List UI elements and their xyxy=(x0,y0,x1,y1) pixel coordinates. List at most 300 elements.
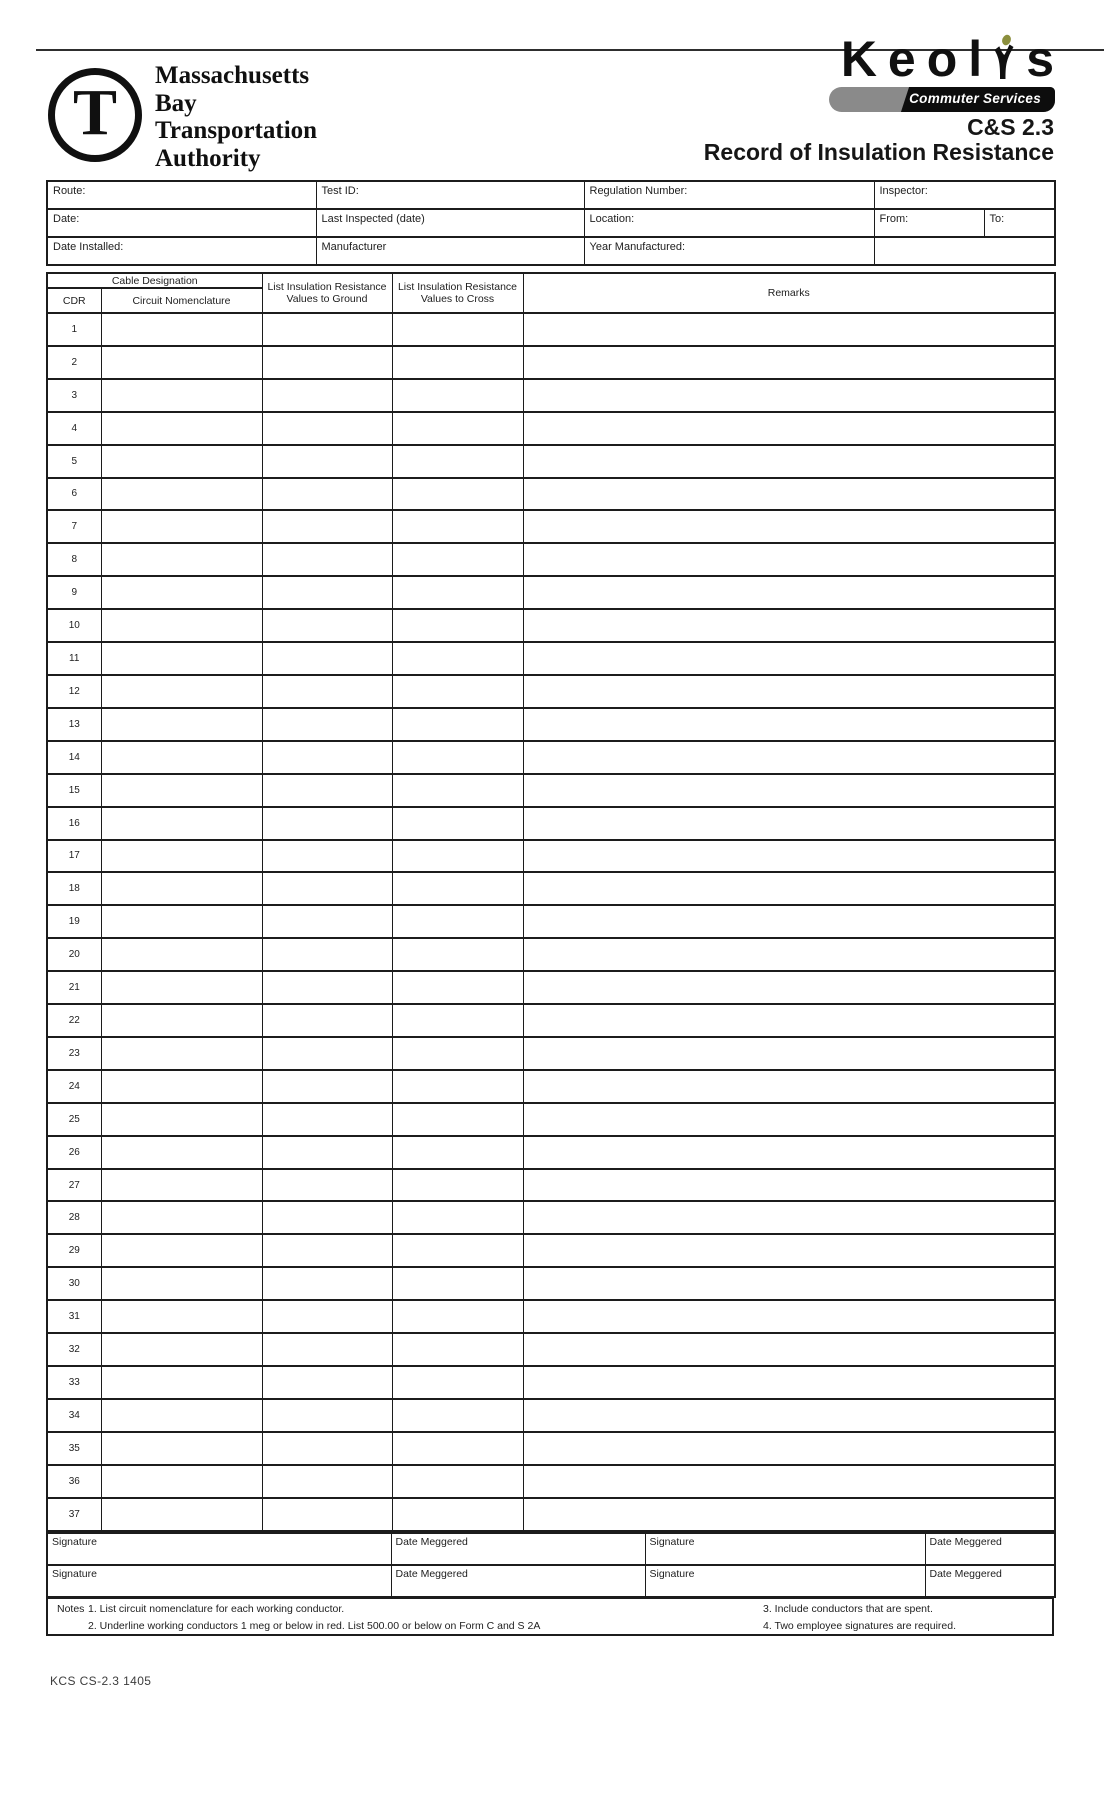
values-to-ground-cell xyxy=(262,609,392,642)
cdr-row-number: 2 xyxy=(47,346,101,379)
values-to-ground-cell xyxy=(262,313,392,346)
cdr-row-number: 7 xyxy=(47,510,101,543)
values-to-ground-cell xyxy=(262,1432,392,1465)
circuit-nomenclature-cell xyxy=(101,774,262,807)
cdr-row-number: 16 xyxy=(47,807,101,840)
values-to-cross-line2: Values to Cross xyxy=(420,293,495,305)
remarks-cell xyxy=(523,576,1055,609)
values-to-cross-cell xyxy=(392,1103,523,1136)
values-to-cross-line1: List Insulation Resistance xyxy=(397,281,518,293)
header-row-2 xyxy=(47,209,1055,237)
remarks-cell xyxy=(523,708,1055,741)
circuit-nomenclature-cell xyxy=(101,576,262,609)
values-to-cross-cell xyxy=(392,576,523,609)
remarks-cell xyxy=(523,1004,1055,1037)
values-to-ground-cell xyxy=(262,510,392,543)
signature-field xyxy=(645,1533,925,1565)
circuit-nomenclature-cell xyxy=(101,1037,262,1070)
remarks-cell xyxy=(523,1333,1055,1366)
table-row xyxy=(47,510,1055,543)
cdr-row-number: 29 xyxy=(47,1234,101,1267)
location-field xyxy=(584,209,874,237)
inspector-label: Inspector: xyxy=(879,185,928,197)
table-row xyxy=(47,1070,1055,1103)
remarks-cell xyxy=(523,872,1055,905)
mbta-name-line: Authority xyxy=(155,144,261,172)
values-to-cross-cell xyxy=(392,445,523,478)
table-row xyxy=(47,872,1055,905)
date-meggered-label: Date Meggered xyxy=(395,1536,468,1548)
signature-table xyxy=(46,1532,1056,1598)
values-to-cross-cell xyxy=(392,1498,523,1531)
values-to-ground-cell xyxy=(262,1004,392,1037)
circuit-nomenclature-cell xyxy=(101,1267,262,1300)
from-label: From: xyxy=(879,213,909,225)
table-row xyxy=(47,1234,1055,1267)
test-id-field xyxy=(316,181,584,209)
circuit-nomenclature-cell xyxy=(101,971,262,1004)
date-installed-field xyxy=(47,237,316,265)
remarks-cell xyxy=(523,543,1055,576)
values-to-ground-cell xyxy=(262,1201,392,1234)
values-to-cross-cell xyxy=(392,609,523,642)
remarks-cell xyxy=(523,1169,1055,1202)
values-to-cross-cell xyxy=(392,1267,523,1300)
cdr-header: CDR xyxy=(47,288,101,313)
table-row xyxy=(47,741,1055,774)
regulation-number-field xyxy=(584,181,874,209)
circuit-nomenclature-cell xyxy=(101,807,262,840)
cdr-row-number: 26 xyxy=(47,1136,101,1169)
values-to-ground-cell xyxy=(262,1366,392,1399)
circuit-nomenclature-cell xyxy=(101,642,262,675)
remarks-cell xyxy=(523,1465,1055,1498)
values-to-ground-cell xyxy=(262,872,392,905)
circuit-nomenclature-cell xyxy=(101,510,262,543)
year-manufactured-field xyxy=(584,237,874,265)
remarks-cell xyxy=(523,1432,1055,1465)
signature-row xyxy=(47,1533,1055,1565)
date-meggered-field xyxy=(925,1533,1055,1565)
circuit-nomenclature-cell xyxy=(101,1169,262,1202)
remarks-cell xyxy=(523,609,1055,642)
values-to-cross-cell xyxy=(392,1169,523,1202)
date-installed-label: Date Installed: xyxy=(53,241,124,253)
values-to-cross-cell xyxy=(392,905,523,938)
values-to-cross-cell xyxy=(392,971,523,1004)
circuit-nomenclature-cell xyxy=(101,478,262,511)
values-to-cross-cell xyxy=(392,741,523,774)
table-row xyxy=(47,708,1055,741)
table-row xyxy=(47,1201,1055,1234)
date-meggered-field xyxy=(391,1565,645,1597)
table-row xyxy=(47,1498,1055,1531)
remarks-cell xyxy=(523,445,1055,478)
cdr-row-number: 23 xyxy=(47,1037,101,1070)
remarks-cell xyxy=(523,840,1055,873)
remarks-cell xyxy=(523,478,1055,511)
values-to-ground-cell xyxy=(262,938,392,971)
remarks-header: Remarks xyxy=(523,273,1055,313)
cdr-row-number: 11 xyxy=(47,642,101,675)
remarks-cell xyxy=(523,971,1055,1004)
cdr-row-number: 24 xyxy=(47,1070,101,1103)
circuit-nomenclature-cell xyxy=(101,1103,262,1136)
circuit-nomenclature-cell xyxy=(101,938,262,971)
circuit-nomenclature-cell xyxy=(101,313,262,346)
remarks-cell xyxy=(523,1136,1055,1169)
values-to-ground-cell xyxy=(262,774,392,807)
mbta-authority-name xyxy=(155,62,317,172)
table-row xyxy=(47,1300,1055,1333)
values-to-cross-header xyxy=(392,273,523,313)
values-to-ground-cell xyxy=(262,675,392,708)
table-row xyxy=(47,774,1055,807)
cdr-row-number: 28 xyxy=(47,1201,101,1234)
values-to-cross-cell xyxy=(392,1432,523,1465)
values-to-cross-cell xyxy=(392,1366,523,1399)
to-field xyxy=(984,209,1055,237)
values-to-ground-cell xyxy=(262,1465,392,1498)
cdr-row-number: 33 xyxy=(47,1366,101,1399)
remarks-cell xyxy=(523,1300,1055,1333)
date-meggered-field xyxy=(391,1533,645,1565)
inspector-field xyxy=(874,181,1055,209)
cdr-row-number: 19 xyxy=(47,905,101,938)
table-row xyxy=(47,905,1055,938)
circuit-nomenclature-cell xyxy=(101,905,262,938)
table-row xyxy=(47,478,1055,511)
circuit-nomenclature-cell xyxy=(101,379,262,412)
values-to-cross-cell xyxy=(392,313,523,346)
date-meggered-label: Date Meggered xyxy=(395,1568,468,1580)
values-to-cross-cell xyxy=(392,938,523,971)
remarks-cell xyxy=(523,313,1055,346)
values-to-ground-cell xyxy=(262,807,392,840)
table-row xyxy=(47,1136,1055,1169)
remarks-cell xyxy=(523,741,1055,774)
values-to-ground-cell xyxy=(262,543,392,576)
values-to-cross-cell xyxy=(392,379,523,412)
note-item-4: 4. Two employee signatures are required. xyxy=(763,1620,956,1632)
circuit-nomenclature-cell xyxy=(101,1201,262,1234)
circuit-nomenclature-cell xyxy=(101,609,262,642)
table-row xyxy=(47,1399,1055,1432)
values-to-ground-cell xyxy=(262,1234,392,1267)
values-to-cross-cell xyxy=(392,543,523,576)
cdr-row-number: 35 xyxy=(47,1432,101,1465)
cdr-row-number: 25 xyxy=(47,1103,101,1136)
values-to-ground-cell xyxy=(262,1300,392,1333)
mbta-name-line: Transportation xyxy=(155,117,318,144)
signature-label: Signature xyxy=(52,1536,97,1548)
remarks-cell xyxy=(523,1234,1055,1267)
circuit-nomenclature-cell xyxy=(101,1333,262,1366)
circuit-nomenclature-cell xyxy=(101,1070,262,1103)
values-to-ground-cell xyxy=(262,346,392,379)
to-label: To: xyxy=(989,213,1005,225)
table-row xyxy=(47,675,1055,708)
values-to-ground-cell xyxy=(262,971,392,1004)
remarks-cell xyxy=(523,642,1055,675)
circuit-nomenclature-cell xyxy=(101,708,262,741)
values-to-ground-cell xyxy=(262,1136,392,1169)
cdr-row-number: 1 xyxy=(47,313,101,346)
values-to-cross-cell xyxy=(392,1070,523,1103)
signature-label: Signature xyxy=(52,1568,97,1580)
remarks-cell xyxy=(523,1399,1055,1432)
values-to-ground-cell xyxy=(262,576,392,609)
signature-label: Signature xyxy=(649,1536,695,1548)
values-to-cross-cell xyxy=(392,1004,523,1037)
values-to-ground-cell xyxy=(262,1498,392,1531)
circuit-nomenclature-cell xyxy=(101,1136,262,1169)
note-item-2: 2. Underline working conductors 1 meg or below in red. List 500.00 or below on Form C and S 2A xyxy=(88,1620,541,1632)
test-id-label: Test ID: xyxy=(321,185,359,197)
values-to-cross-cell xyxy=(392,1465,523,1498)
circuit-nomenclature-cell xyxy=(101,741,262,774)
remarks-cell xyxy=(523,938,1055,971)
table-row xyxy=(47,1103,1055,1136)
cdr-row-number: 3 xyxy=(47,379,101,412)
date-field xyxy=(47,209,316,237)
circuit-nomenclature-header: Circuit Nomenclature xyxy=(101,288,262,313)
values-to-cross-cell xyxy=(392,412,523,445)
table-row xyxy=(47,1333,1055,1366)
circuit-nomenclature-cell xyxy=(101,675,262,708)
insulation-table-head xyxy=(47,273,1055,313)
cdr-row-number: 17 xyxy=(47,840,101,873)
note-item-3: 3. Include conductors that are spent. xyxy=(763,1603,933,1615)
remarks-cell xyxy=(523,379,1055,412)
circuit-nomenclature-cell xyxy=(101,412,262,445)
route-label: Route: xyxy=(53,185,86,197)
signature-field xyxy=(645,1565,925,1597)
values-to-ground-cell xyxy=(262,478,392,511)
table-row xyxy=(47,1267,1055,1300)
note-item-1: 1. List circuit nomenclature for each working conductor. xyxy=(88,1603,345,1615)
form-code: KCS CS-2.3 1405 xyxy=(50,1674,152,1688)
remarks-cell xyxy=(523,412,1055,445)
keolis-wordmark-right: s xyxy=(1026,31,1065,87)
table-row xyxy=(47,543,1055,576)
date-meggered-label: Date Meggered xyxy=(929,1568,1002,1580)
cdr-row-number: 32 xyxy=(47,1333,101,1366)
values-to-ground-cell xyxy=(262,905,392,938)
circuit-nomenclature-cell xyxy=(101,1498,262,1531)
circuit-nomenclature-cell xyxy=(101,840,262,873)
date-meggered-label: Date Meggered xyxy=(929,1536,1002,1548)
main-table-body xyxy=(47,313,1055,1531)
remarks-cell xyxy=(523,1267,1055,1300)
cdr-row-number: 14 xyxy=(47,741,101,774)
remarks-cell xyxy=(523,905,1055,938)
values-to-ground-cell xyxy=(262,642,392,675)
values-to-ground-header xyxy=(262,273,392,313)
year-manufactured-spacer-cell xyxy=(874,237,1055,265)
values-to-ground-line2: Values to Ground xyxy=(286,293,368,305)
mbta-logo-letter: T xyxy=(72,76,118,149)
mbta-name-line: Bay xyxy=(155,89,197,117)
last-inspected-field xyxy=(316,209,584,237)
values-to-ground-cell xyxy=(262,1103,392,1136)
circuit-nomenclature-cell xyxy=(101,872,262,905)
remarks-cell xyxy=(523,807,1055,840)
table-row xyxy=(47,1169,1055,1202)
values-to-cross-cell xyxy=(392,346,523,379)
values-to-ground-cell xyxy=(262,1169,392,1202)
signature-field xyxy=(47,1533,391,1565)
table-row xyxy=(47,1432,1055,1465)
header-row-1 xyxy=(47,181,1055,209)
remarks-cell xyxy=(523,1201,1055,1234)
values-to-ground-cell xyxy=(262,840,392,873)
values-to-ground-line1: List Insulation Resistance xyxy=(267,281,387,293)
cdr-row-number: 12 xyxy=(47,675,101,708)
cdr-row-number: 8 xyxy=(47,543,101,576)
table-row xyxy=(47,609,1055,642)
circuit-nomenclature-cell xyxy=(101,1432,262,1465)
values-to-cross-cell xyxy=(392,510,523,543)
values-to-cross-cell xyxy=(392,675,523,708)
table-row xyxy=(47,971,1055,1004)
cdr-row-number: 15 xyxy=(47,774,101,807)
values-to-ground-cell xyxy=(262,1333,392,1366)
circuit-nomenclature-cell xyxy=(101,1399,262,1432)
circuit-nomenclature-cell xyxy=(101,1300,262,1333)
cdr-row-number: 34 xyxy=(47,1399,101,1432)
table-row xyxy=(47,807,1055,840)
values-to-cross-cell xyxy=(392,1136,523,1169)
values-to-ground-cell xyxy=(262,1399,392,1432)
keolis-logo xyxy=(840,31,1065,87)
remarks-cell xyxy=(523,1070,1055,1103)
cable-designation-header: Cable Designation xyxy=(47,273,262,288)
date-label: Date: xyxy=(53,213,80,225)
circuit-nomenclature-cell xyxy=(101,1234,262,1267)
circuit-nomenclature-cell xyxy=(101,1004,262,1037)
remarks-cell xyxy=(523,1037,1055,1070)
values-to-ground-cell xyxy=(262,741,392,774)
manufacturer-field xyxy=(316,237,584,265)
cdr-row-number: 36 xyxy=(47,1465,101,1498)
table-row xyxy=(47,412,1055,445)
signature-field xyxy=(47,1565,391,1597)
remarks-cell xyxy=(523,774,1055,807)
table-head-row-1 xyxy=(47,273,1055,288)
values-to-ground-cell xyxy=(262,1037,392,1070)
cdr-row-number: 37 xyxy=(47,1498,101,1531)
form-number: C&S 2.3 xyxy=(967,114,1054,140)
signature-row xyxy=(47,1565,1055,1597)
page-title: Record of Insulation Resistance xyxy=(703,139,1054,165)
values-to-cross-cell xyxy=(392,1201,523,1234)
cdr-row-number: 27 xyxy=(47,1169,101,1202)
regulation-number-label: Regulation Number: xyxy=(589,185,688,197)
values-to-ground-cell xyxy=(262,445,392,478)
remarks-cell xyxy=(523,346,1055,379)
values-to-cross-cell xyxy=(392,807,523,840)
header-row-3 xyxy=(47,237,1055,265)
values-to-cross-cell xyxy=(392,478,523,511)
circuit-nomenclature-cell xyxy=(101,445,262,478)
table-row xyxy=(47,576,1055,609)
year-manufactured-label: Year Manufactured: xyxy=(589,241,686,253)
route-field xyxy=(47,181,316,209)
cdr-row-number: 6 xyxy=(47,478,101,511)
table-row xyxy=(47,938,1055,971)
table-row xyxy=(47,313,1055,346)
cdr-row-number: 30 xyxy=(47,1267,101,1300)
table-row xyxy=(47,445,1055,478)
values-to-cross-cell xyxy=(392,840,523,873)
values-to-cross-cell xyxy=(392,1037,523,1070)
signature-label: Signature xyxy=(649,1568,695,1580)
table-row xyxy=(47,379,1055,412)
values-to-cross-cell xyxy=(392,642,523,675)
keolis-person-icon xyxy=(993,34,1015,80)
remarks-cell xyxy=(523,510,1055,543)
remarks-cell xyxy=(523,1366,1055,1399)
table-row xyxy=(47,642,1055,675)
cdr-row-number: 4 xyxy=(47,412,101,445)
keolis-swoosh xyxy=(829,87,1055,112)
values-to-cross-cell xyxy=(392,1333,523,1366)
table-row xyxy=(47,840,1055,873)
values-to-ground-cell xyxy=(262,379,392,412)
table-row xyxy=(47,1465,1055,1498)
remarks-cell xyxy=(523,1498,1055,1531)
cdr-row-number: 13 xyxy=(47,708,101,741)
remarks-cell xyxy=(523,1103,1055,1136)
circuit-nomenclature-cell xyxy=(101,543,262,576)
insulation-values-table xyxy=(46,272,1056,1532)
values-to-cross-cell xyxy=(392,1399,523,1432)
cdr-row-number: 22 xyxy=(47,1004,101,1037)
values-to-ground-cell xyxy=(262,708,392,741)
table-row xyxy=(47,1004,1055,1037)
table-row xyxy=(47,1037,1055,1070)
notes-label: Notes xyxy=(57,1603,85,1615)
cdr-row-number: 21 xyxy=(47,971,101,1004)
values-to-cross-cell xyxy=(392,708,523,741)
last-inspected-label: Last Inspected (date) xyxy=(321,213,425,225)
date-meggered-field xyxy=(925,1565,1055,1597)
values-to-cross-cell xyxy=(392,774,523,807)
from-field xyxy=(874,209,984,237)
notes-section xyxy=(46,1597,1054,1636)
table-row xyxy=(47,346,1055,379)
cdr-row-number: 9 xyxy=(47,576,101,609)
cdr-row-number: 20 xyxy=(47,938,101,971)
keolis-tagline: Commuter Services xyxy=(909,91,1041,106)
cdr-row-number: 18 xyxy=(47,872,101,905)
values-to-cross-cell xyxy=(392,1234,523,1267)
circuit-nomenclature-cell xyxy=(101,1366,262,1399)
values-to-ground-cell xyxy=(262,1267,392,1300)
values-to-ground-cell xyxy=(262,1070,392,1103)
cdr-row-number: 10 xyxy=(47,609,101,642)
values-to-cross-cell xyxy=(392,1300,523,1333)
keolis-wordmark-left: Keol xyxy=(840,31,994,87)
mbta-name-line: Massachusetts xyxy=(155,62,310,89)
circuit-nomenclature-cell xyxy=(101,346,262,379)
circuit-nomenclature-cell xyxy=(101,1465,262,1498)
values-to-ground-cell xyxy=(262,412,392,445)
table-row xyxy=(47,1366,1055,1399)
cdr-row-number: 31 xyxy=(47,1300,101,1333)
mbta-logo-icon xyxy=(48,68,142,162)
